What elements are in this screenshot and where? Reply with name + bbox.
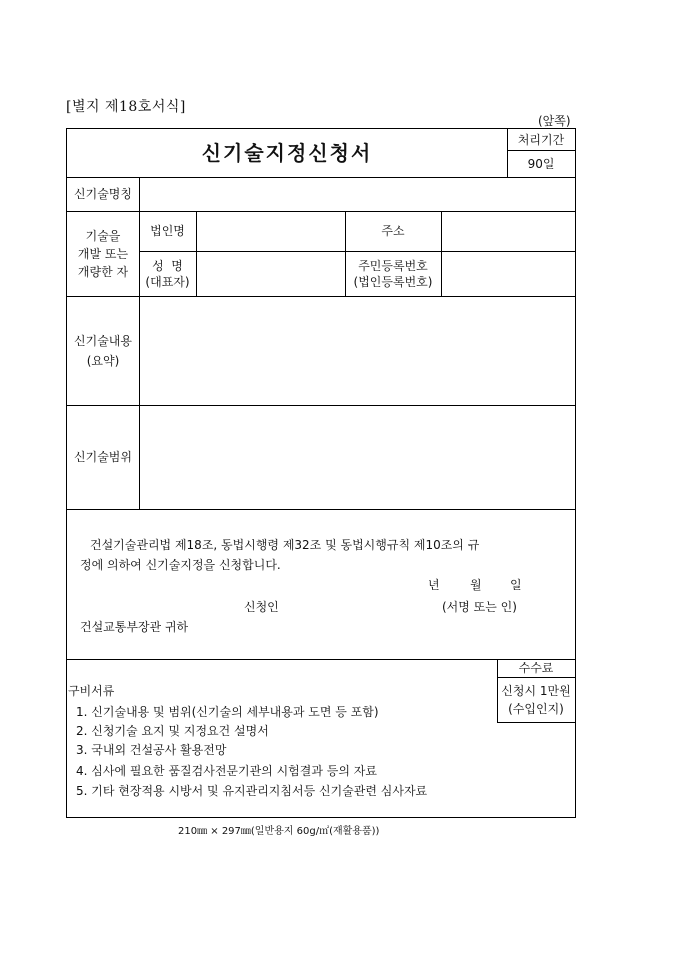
form-number-label: [별지 제18호서식] (66, 99, 186, 115)
required-documents-label: 구비서류 (68, 684, 115, 698)
tech-name-field[interactable] (139, 177, 575, 211)
fee-divider (497, 722, 575, 723)
declaration-text-line2: 정에 의하여 신기술지정을 신청합니다. (80, 558, 281, 572)
developer-label: 기술을 개발 또는 개량한 자 (77, 228, 129, 279)
document-item: 4. 심사에 필요한 품질검사전문기관의 시험결과 등의 자료 (76, 764, 377, 778)
tech-name-label: 신기술명칭 (74, 187, 132, 201)
corp-name-field[interactable] (196, 211, 345, 251)
signature-label: (서명 또는 인) (442, 600, 517, 614)
date-year-label: 년 (428, 578, 440, 592)
processing-period-label: 처리기간 (517, 132, 565, 147)
tech-scope-label: 신기술범위 (74, 450, 132, 464)
applicant-label: 신청인 (244, 600, 279, 614)
row-divider (67, 509, 575, 510)
date-day-label: 일 (510, 578, 522, 592)
front-side-label: (앞쪽) (538, 114, 571, 128)
document-item: 1. 신기술내용 및 범위(신기술의 세부내용과 도면 등 포함) (76, 705, 379, 719)
document-item: 2. 신청기술 요지 및 지정요건 설명서 (76, 724, 269, 738)
registration-number-field[interactable] (441, 251, 575, 296)
address-field[interactable] (441, 211, 575, 251)
fee-value: 신청시 1만원 (수입인지) (501, 683, 571, 716)
address-label: 주소 (381, 224, 405, 238)
corp-name-label: 법인명 (150, 224, 185, 238)
representative-name-label: 성 명 (대표자) (145, 258, 190, 289)
registration-number-label: 주민등록번호 (법인등록번호) (353, 258, 433, 289)
form-title: 신기술지정신청서 (201, 141, 373, 165)
tech-content-label: 신기술내용 (요약) (74, 333, 132, 368)
document-item: 5. 기타 현장적용 시방서 및 유지관리지침서등 신기술관련 심사자료 (76, 784, 428, 798)
date-month-label: 월 (470, 578, 482, 592)
tech-content-field[interactable] (139, 296, 575, 405)
document-item: 3. 국내외 건설공사 활용전망 (76, 743, 227, 757)
tech-scope-field[interactable] (139, 405, 575, 509)
recipient-label: 건설교통부장관 귀하 (80, 620, 189, 634)
declaration-text-line1: 건설기술관리법 제18조, 동법시행령 제32조 및 동법시행규칙 제10조의 규 (90, 538, 480, 552)
processing-period-value: 90일 (527, 156, 555, 171)
representative-name-field[interactable] (196, 251, 345, 296)
paper-size-footer: 210㎜ × 297㎜(일반용지 60g/㎡(재활용품)) (178, 826, 380, 837)
fee-label: 수수료 (518, 661, 554, 675)
